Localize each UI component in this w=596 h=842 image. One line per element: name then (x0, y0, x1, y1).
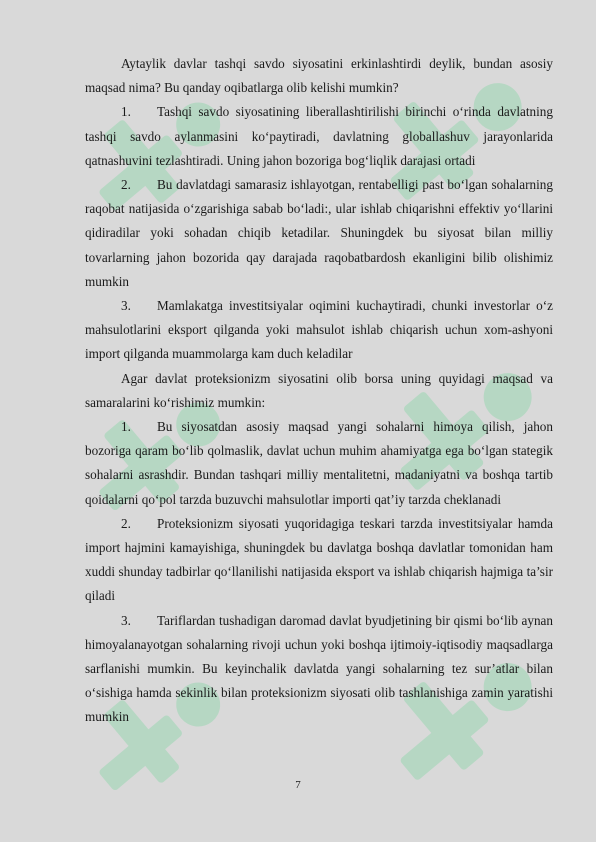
list-item-protectionism-1 (85, 415, 553, 512)
list-number: 1. (121, 104, 131, 120)
list-item-liberalization-3 (85, 294, 553, 367)
list-item-protectionism-3 (85, 609, 553, 730)
list-number: 3. (121, 612, 131, 628)
list-item-text: Mamlakatga investitsiyalar oqimini kuchaytiradi, chunki investorlar o‘z mahsulotlarini eksport qilganda yoki mahsulot ishlab chiqarish uchun xom-ashyoni import qilganda muammolarga kam duch keladilar (85, 298, 553, 362)
list-item-text: Bu davlatdagi samarasiz ishlayotgan, rentabelligi past bo‘lgan sohalarning raqobat natijasida o‘zgarishiga sabab bo‘ladi:, ular ishlab chiqarishni effektiv yo‘llarini qidiradilar yoki sohadan chiqib ketadilar. Shuningdek bu siyosat bilan milliy tovarlarning jahon bozorida qay darajada raqobatbardosh ekanligini bilib olishimiz mumkin (85, 177, 553, 289)
list-number: 2. (121, 177, 131, 193)
page-number: 7 (295, 779, 301, 791)
list-item-protectionism-2 (85, 512, 553, 609)
list-item-liberalization-1 (85, 100, 553, 173)
list-item-text: Proteksionizm siyosati yuqoridagiga teskari tarzda investitsiyalar hamda import hajmini kamayishiga, shuningdek bu davlatga boshqa davlatlar tomonidan ham xuddi shunday tadbirlar qo‘llanilishi natijasida eksport va ishlab chiqarish hajmiga ta’sir qiladi (85, 515, 553, 604)
list-item-text: Tariflardan tushadigan daromad davlat byudjetining bir qismi bo‘lib aynan himoyalanayotgan sohalarning rivoji uchun yoki boshqa ijtimoiy-iqtisodiy maqsadlarga sarflanishi mumkin. Bu keyinchalik davlatda yangi sohalarning tez sur’atlar bilan o‘sishiga hamda sekinlik bilan proteksionizm siyosati olib tashlanishiga zamin yaratishi mumkin (85, 612, 553, 725)
list-number: 1. (121, 419, 131, 435)
paragraph-intro-protectionism: Agar davlat proteksionizm siyosatini olib borsa uning quyidagi maqsad va samaralarini ko‘rishimiz mumkin: (85, 370, 553, 410)
list-item-liberalization-2 (85, 173, 553, 294)
list-number: 3. (121, 298, 131, 314)
list-number: 2. (121, 515, 131, 531)
list-item-text: Bu siyosatdan asosiy maqsad yangi sohalarni himoya qilish, jahon bozoriga qaram bo‘lib qolmaslik, davlat uchun muhim ahamiyatga ega bo‘lgan stategik sohalarni asrashdir. Bundan tashqari milliy mentalitetni, madaniyatni va boshqa tartib qoidalarni qo‘pol tarzda buzuvchi mahsulotlar importi qat’iy tarzda cheklanadi (85, 419, 553, 507)
document-body (85, 52, 553, 730)
paragraph-intro-liberalization: Aytaylik davlar tashqi savdo siyosatini erkinlashtirdi deylik, bundan asosiy maqsad nima? Bu qanday oqibatlarga olib kelishi mumkin? (85, 56, 553, 96)
list-item-text: Tashqi savdo siyosatining liberallashtirilishi birinchi o‘rinda davlatning tashqi savdo aylanmasini ko‘paytiradi, davlatning globallashuv jarayonlarida qatnashuvini tezlashtiradi. Uning jahon bozoriga bog‘liqlik darajasi ortadi (85, 104, 553, 168)
